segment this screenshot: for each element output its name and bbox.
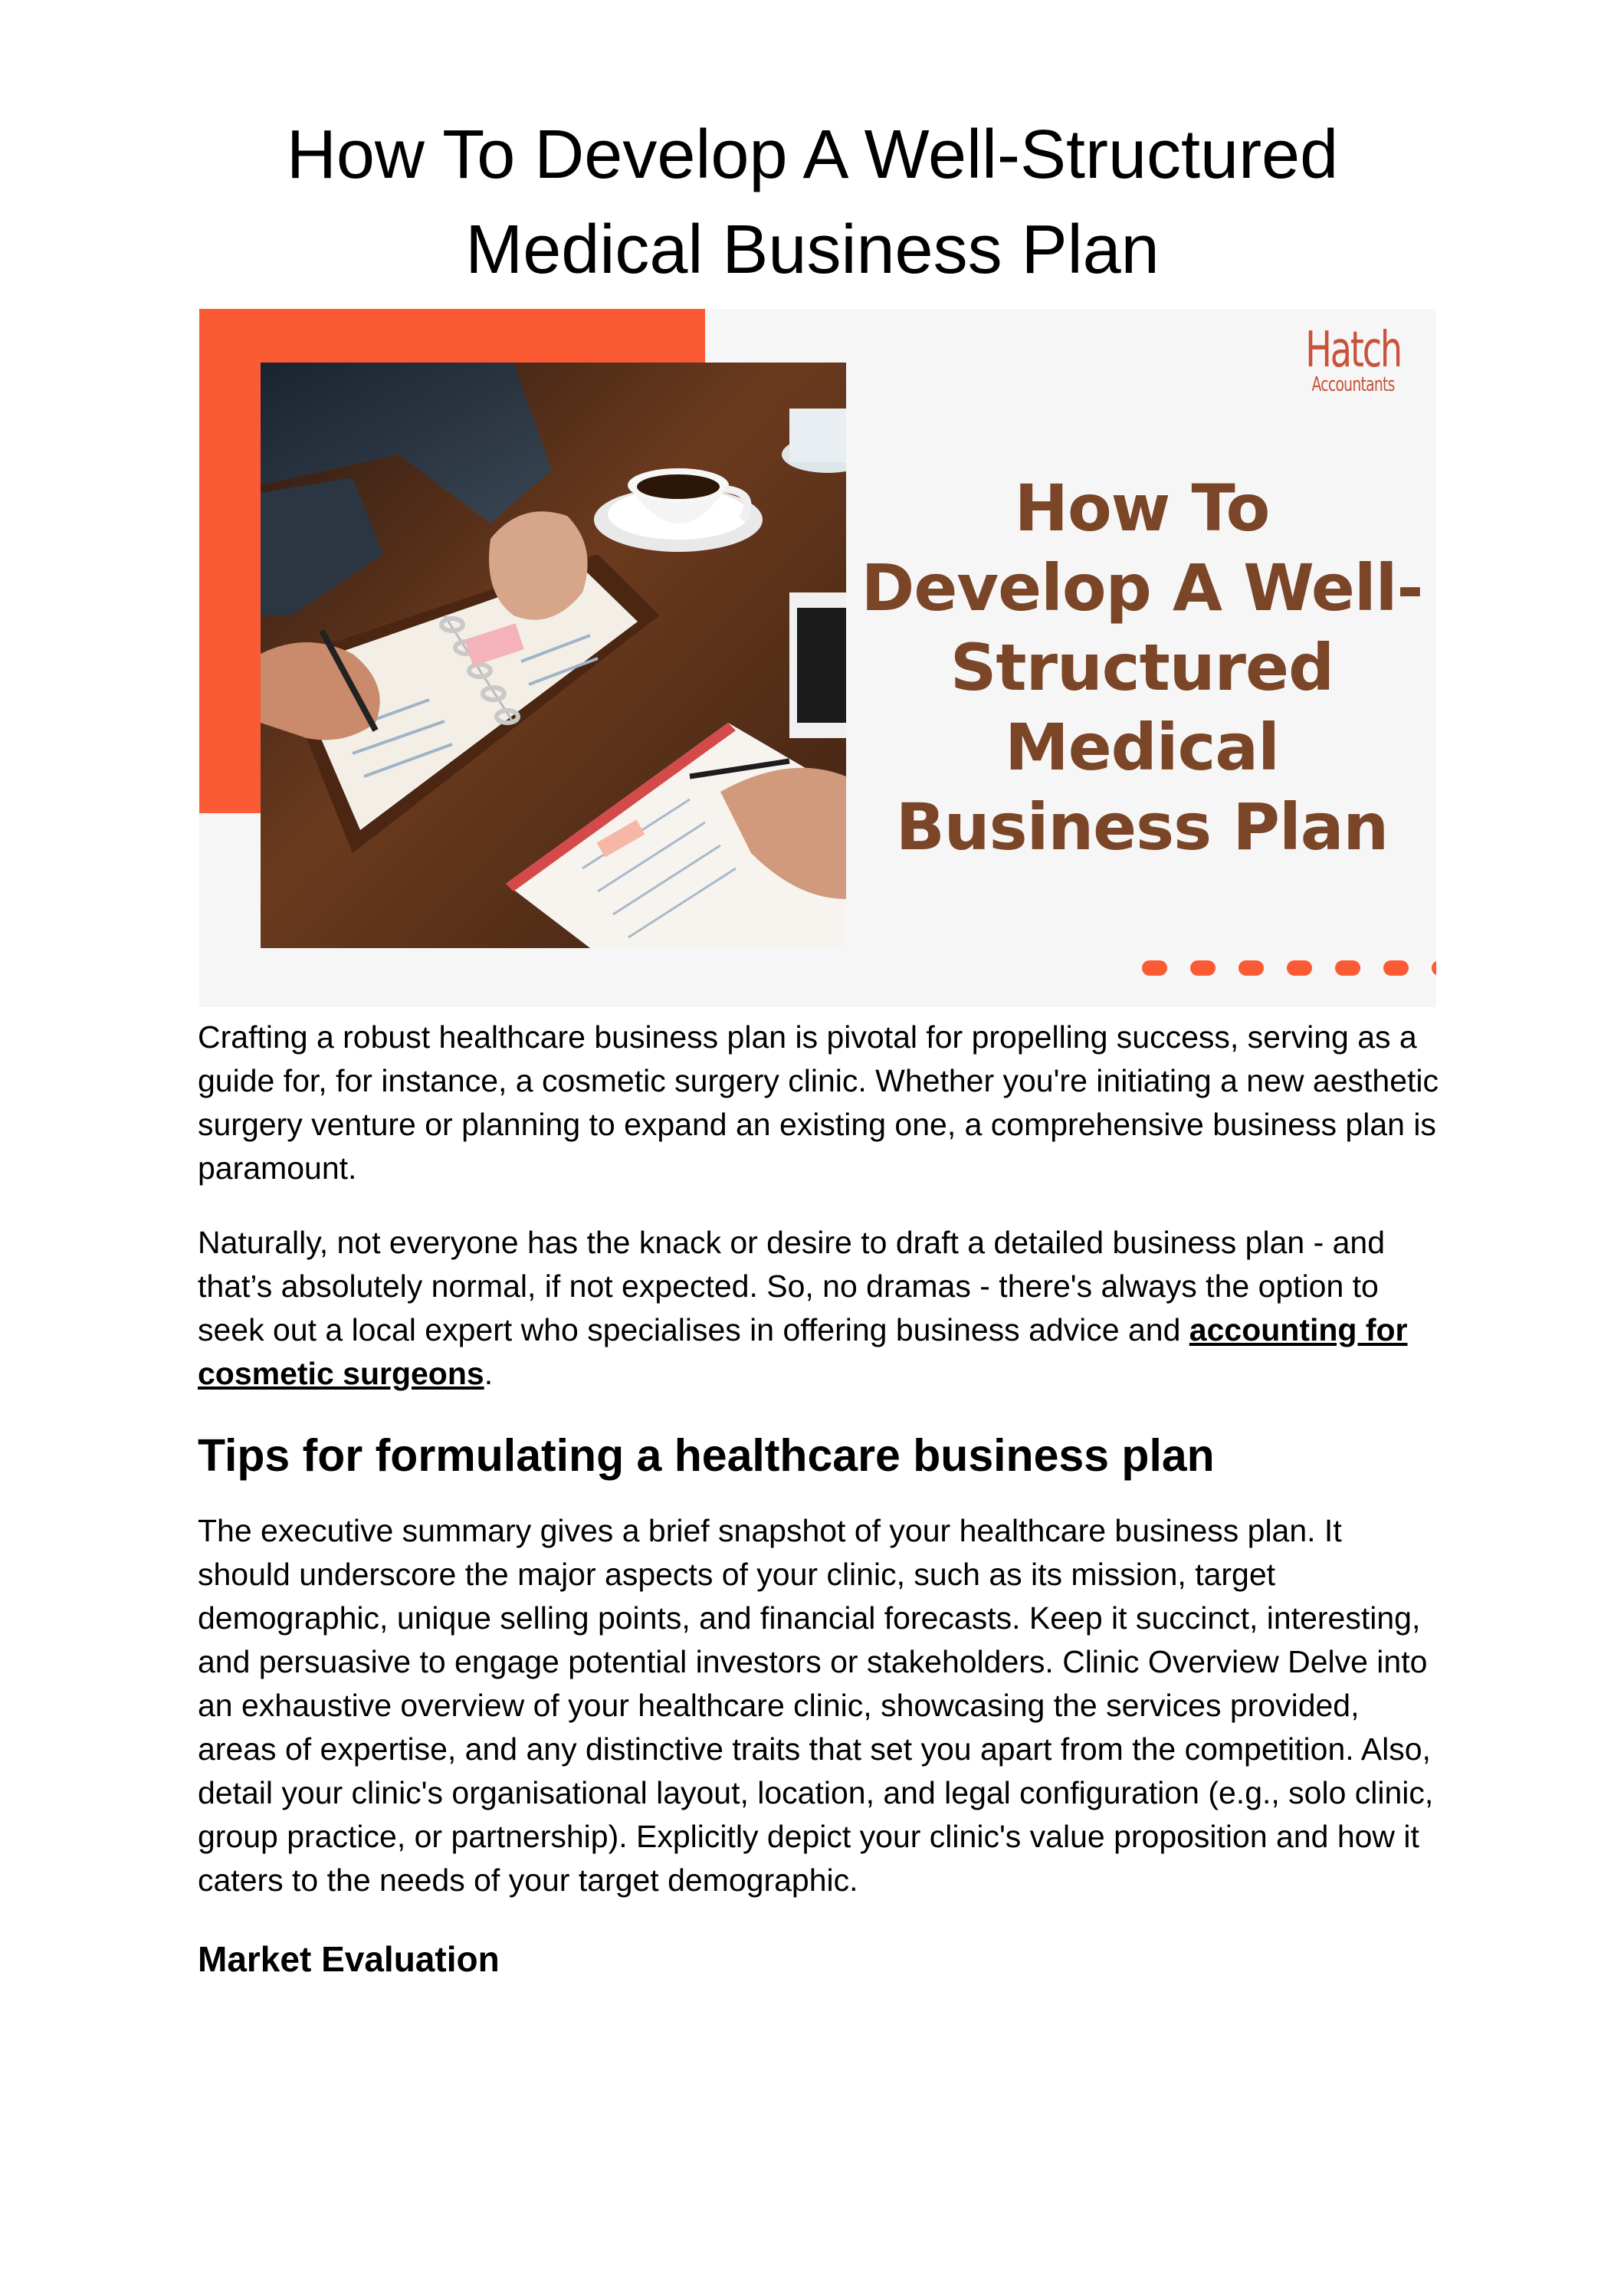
hero-dot [1287, 960, 1312, 976]
document-title-line-2: Medical Business Plan [465, 212, 1160, 288]
hero-dot [1190, 960, 1216, 976]
hero-title-line-2: Develop A Well- [861, 550, 1423, 625]
hatch-logo-sub-text: Accountants [1311, 373, 1395, 396]
section-paragraph: The executive summary gives a brief snapshot of your healthcare business plan. It should underscore the major aspects of your clinic, such as its mission, target demographic, unique selling points, and financial forecasts. Keep it succinct, interesting, and persuasive to engage potential investors or stakeholders. Clinic Overview Delve into an exhaustive overview of your healthcare clinic, showcasing the services provided, areas of expertise, and any distinctive traits that set you apart from the competition. Also, detail your clinic's organisational layout, location, and legal configuration (e.g., solo clinic, group practice, or partnership). Explicitly depict your clinic's value proposition and how it caters to the needs of your target demographic. [198, 1513, 1434, 1898]
intro-paragraph-2 [198, 1221, 1439, 1396]
intro-paragraph-2-text: Naturally, not everyone has the knack or desire to draft a detailed business plan - and that’s absolutely normal, if not expected. So, no dramas - there's always the option to seek out a local expert who specialises in offering business advice and [198, 1225, 1386, 1347]
document-title-line-1: How To Develop A Well-Structured [286, 117, 1339, 193]
hero-dot [1142, 960, 1167, 976]
hatch-logo-main-text: Hatch [1305, 322, 1401, 379]
hero-dot [1432, 960, 1436, 976]
hero-title [858, 468, 1426, 867]
hero-dots-decoration [1142, 960, 1436, 976]
article-body [198, 1016, 1439, 1984]
hero-dot [1383, 960, 1409, 976]
hero-dot [1335, 960, 1360, 976]
section-heading: Tips for formulating a healthcare business plan [198, 1430, 1215, 1481]
hero-title-line-4: Medical [1005, 710, 1279, 785]
hatch-accountants-logo [1287, 322, 1419, 396]
document-title [153, 107, 1471, 297]
hero-title-line-1: How To [1014, 471, 1270, 546]
intro-paragraph-1: Crafting a robust healthcare business plan is pivotal for propelling success, serving as a guide for, for instance, a cosmetic surgery clinic. Whether you're initiating a new aesthetic surgery venture or planning to expand an existing one, a comprehensive business plan is paramount. [198, 1019, 1439, 1186]
market-evaluation-heading: Market Evaluation [198, 1939, 500, 1979]
intro-paragraph-2-end: . [484, 1356, 494, 1391]
hero-photo-illustration [261, 363, 846, 948]
hero-title-line-5: Business Plan [895, 789, 1389, 865]
hero-banner [199, 309, 1436, 1007]
accounting-for-cosmetic-surgeons-link[interactable]: accounting for cosmetic surgeons [198, 1312, 1408, 1391]
hero-dot [1239, 960, 1264, 976]
hero-photo [261, 363, 846, 948]
hero-title-line-3: Structured [950, 630, 1334, 705]
